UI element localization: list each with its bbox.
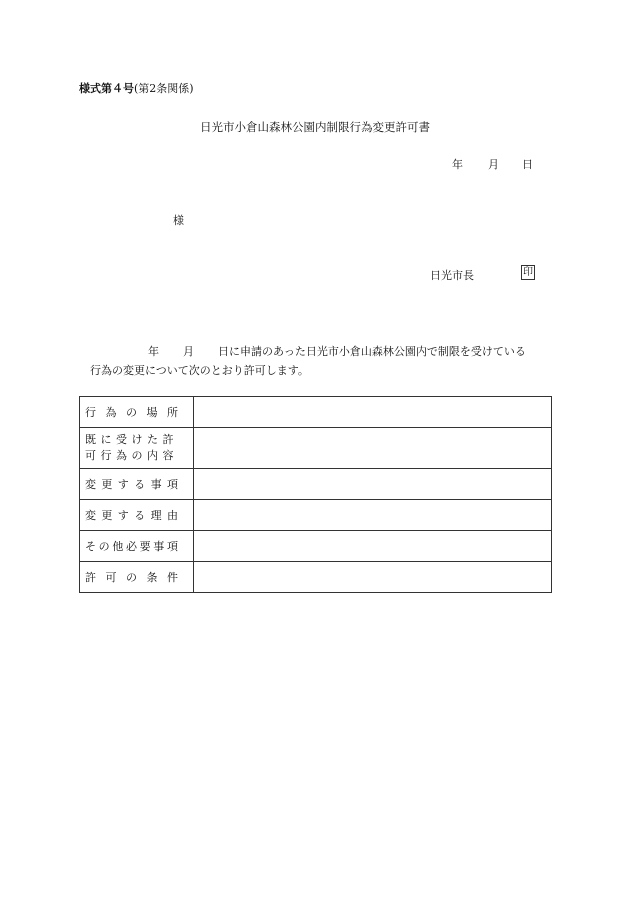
label-char: に — [100, 433, 112, 446]
label-prior-permit-line-1 — [85, 432, 178, 448]
label-char: す — [117, 509, 129, 522]
body-month-label: 月 — [183, 345, 194, 358]
label-char: 更 — [101, 509, 113, 522]
form-number — [79, 80, 194, 96]
label-char: 項 — [166, 540, 178, 553]
label-char: る — [134, 509, 146, 522]
label-char: 可 — [85, 449, 96, 462]
body-year-label: 年 — [148, 345, 159, 358]
body-line-1 — [78, 342, 526, 361]
issuer-name: 日光市長 — [430, 269, 474, 282]
label-char: 行 — [100, 449, 112, 462]
label-char: 許 — [162, 433, 174, 446]
label-char: 件 — [167, 571, 178, 584]
label-char: 容 — [162, 449, 174, 462]
label-char: の — [126, 571, 137, 584]
table-row-change-reason — [80, 500, 552, 531]
label-char: 可 — [105, 571, 117, 584]
permit-details-table — [79, 396, 552, 593]
table-row-prior-permit — [80, 428, 552, 469]
label-char: 必 — [125, 540, 137, 553]
label-char: 為 — [116, 449, 127, 462]
label-char: 既 — [85, 433, 96, 446]
table-row-other-items — [80, 531, 552, 562]
label-char: 内 — [147, 449, 158, 462]
label-change-items — [85, 476, 178, 492]
label-char: 為 — [105, 406, 117, 419]
label-char: 所 — [167, 406, 178, 419]
label-char: 事 — [150, 478, 162, 491]
label-location — [85, 404, 178, 420]
seal-mark: 印 — [523, 267, 533, 278]
label-char: け — [131, 433, 143, 446]
label-char: る — [134, 478, 146, 491]
row-label — [80, 500, 194, 531]
date-year-label: 年 — [452, 158, 463, 171]
label-char: そ — [85, 540, 96, 553]
label-char: 場 — [146, 406, 158, 419]
body-line-1-text: 日に申請のあった日光市小倉山森林公園内で制限を受けている — [218, 345, 526, 358]
label-char: 行 — [85, 406, 96, 419]
label-char: 変 — [85, 509, 96, 522]
field-change-items[interactable] — [194, 469, 552, 500]
field-location[interactable] — [194, 397, 552, 428]
row-label — [80, 562, 194, 593]
label-char: 他 — [112, 540, 124, 553]
label-char: の — [131, 449, 143, 462]
form-reference: (第2条関係) — [134, 82, 194, 95]
row-label — [80, 428, 194, 469]
date-day-label: 日 — [522, 158, 533, 171]
label-char: の — [98, 540, 110, 553]
row-label — [80, 469, 194, 500]
field-prior-permit[interactable] — [194, 428, 552, 469]
label-prior-permit-line-2 — [85, 448, 178, 464]
table-row-location — [80, 397, 552, 428]
row-label — [80, 531, 194, 562]
addressee-suffix: 様 — [173, 214, 184, 227]
label-prior-permit — [85, 432, 188, 464]
form-number-label: 様式第４号 — [79, 82, 134, 95]
label-char: 理 — [150, 509, 162, 522]
date-month-label: 月 — [488, 158, 499, 171]
body-line-2: 行為の変更について次のとおり許可します。 — [90, 364, 309, 377]
label-char: 更 — [101, 478, 113, 491]
label-change-reason — [85, 507, 178, 523]
field-conditions[interactable] — [194, 562, 552, 593]
table-row-change-items — [80, 469, 552, 500]
label-conditions — [85, 569, 178, 585]
field-change-reason[interactable] — [194, 500, 552, 531]
row-label — [80, 397, 194, 428]
label-char: す — [117, 478, 129, 491]
label-char: 由 — [166, 509, 178, 522]
label-char: 要 — [139, 540, 151, 553]
body-paragraph — [78, 342, 526, 380]
field-other-items[interactable] — [194, 531, 552, 562]
label-char: 条 — [146, 571, 158, 584]
label-char: 許 — [85, 571, 96, 584]
label-other-items — [85, 538, 178, 554]
label-char: 事 — [153, 540, 165, 553]
label-char: 項 — [166, 478, 178, 491]
label-char: 受 — [116, 433, 127, 446]
label-char: 変 — [85, 478, 96, 491]
table-row-conditions — [80, 562, 552, 593]
label-char: た — [147, 433, 158, 446]
document-title: 日光市小倉山森林公園内制限行為変更許可書 — [200, 120, 430, 134]
label-char: の — [126, 406, 137, 419]
